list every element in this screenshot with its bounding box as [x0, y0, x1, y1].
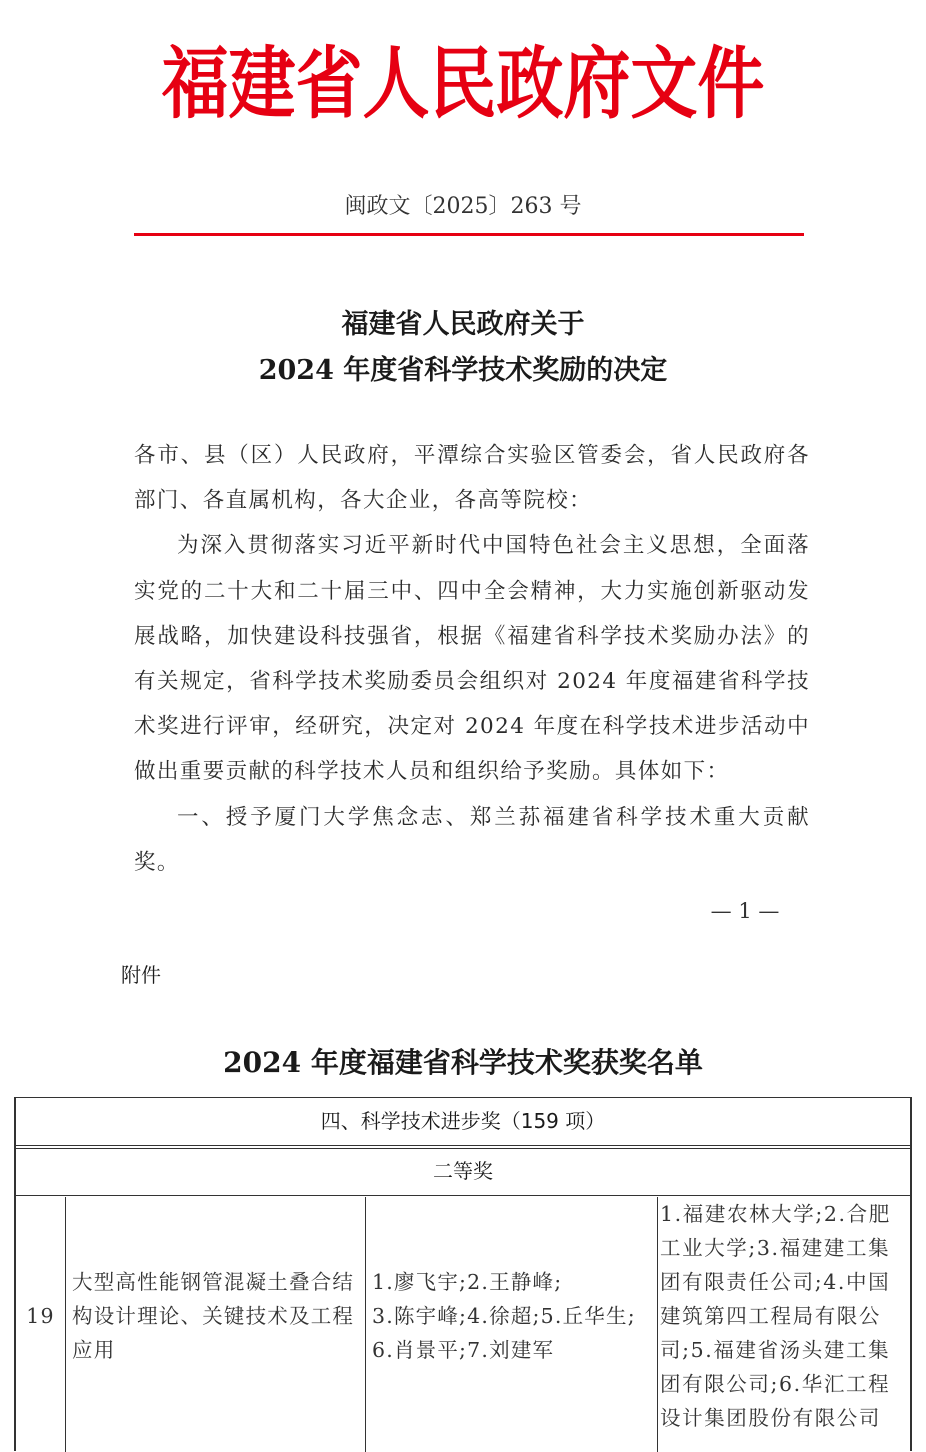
decision-body: [134, 433, 810, 885]
organization-line: 团有限责任公司;4.中国: [660, 1270, 891, 1294]
document-header-title: 福建省人民政府文件: [161, 37, 765, 130]
page-number: — 1 —: [710, 899, 780, 923]
table-cell-organizations: [658, 1197, 910, 1452]
table-cell-project: 大型高性能钢管混凝土叠合结构设计理论、关键技术及工程应用: [66, 1197, 366, 1452]
award-table: [14, 1097, 912, 1451]
organization-line: 司;5.福建省汤头建工集: [660, 1338, 891, 1362]
organization-line: 工业大学;3.福建建工集: [660, 1236, 891, 1260]
decision-title: [0, 302, 926, 394]
organization-line: 设计集团股份有限公司: [660, 1406, 881, 1430]
table-cell-number: 19: [16, 1197, 66, 1452]
people-line: 3.陈宇峰;4.徐超;5.丘华生;: [372, 1304, 636, 1328]
organization-line: 团有限公司;6.华汇工程: [660, 1372, 891, 1396]
header-red-rule: [134, 233, 804, 236]
organization-line: 建筑第四工程局有限公: [660, 1304, 881, 1328]
table-grade-header: 二等奖: [16, 1148, 910, 1196]
body-paragraph-1: 为深入贯彻落实习近平新时代中国特色社会主义思想，全面落实党的二十大和二十届三中、四中全会精神，大力实施创新驱动发展战略，加快建设科技强省，根据《福建省科学技术奖励办法》的有关规定，省科学技术奖励委员会组织对 2024 年度福建省科学技术奖进行评审，经研究，决定对 2024 年度在科学技术进步活动中做出重要贡献的科学技术人员和组织给予奖励。具体如下：: [134, 533, 810, 785]
decision-title-line-1: 福建省人民政府关于: [341, 309, 585, 340]
people-line: 6.肖景平;7.刘建军: [372, 1338, 555, 1362]
attachment-label: 附件: [121, 963, 161, 987]
addressee-paragraph: 各市、县（区）人民政府，平潭综合实验区管委会，省人民政府各部门、各直属机构，各大企业，各高等院校：: [134, 443, 810, 514]
table-cell-people: [366, 1197, 658, 1452]
people-line: 1.廖飞宇;2.王静峰;: [372, 1270, 563, 1294]
organization-line: 1.福建农林大学;2.合肥: [660, 1202, 891, 1226]
award-list-title: 2024 年度福建省科学技术奖获奖名单: [223, 1046, 703, 1079]
table-section-header: 四、科学技术进步奖（159 项）: [16, 1098, 910, 1146]
body-paragraph-2: 一、授予厦门大学焦念志、郑兰荪福建省科学技术重大贡献奖。: [134, 804, 810, 875]
decision-title-line-2: 2024 年度省科学技术奖励的决定: [258, 355, 668, 386]
document-number: 闽政文〔2025〕263 号: [344, 194, 582, 219]
